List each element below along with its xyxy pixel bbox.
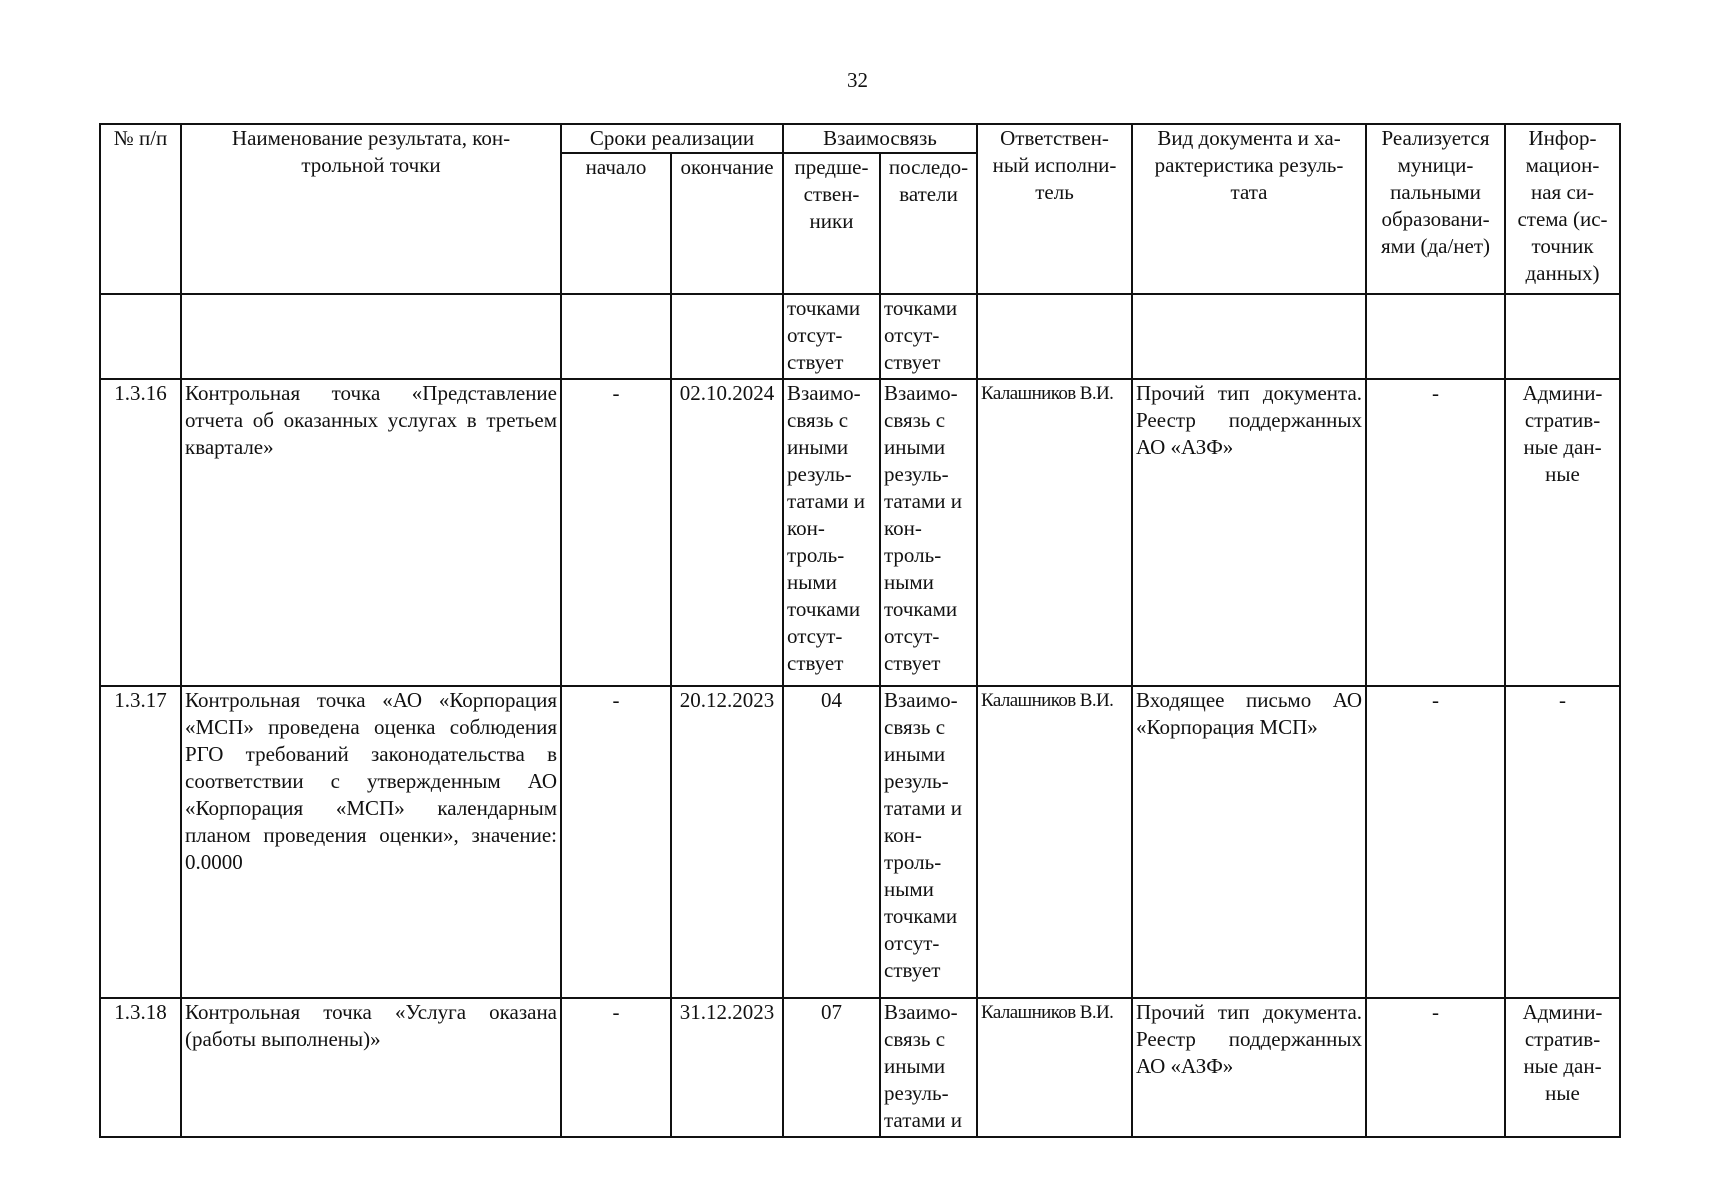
row-municipal: - bbox=[1366, 379, 1505, 686]
row-name bbox=[181, 294, 561, 379]
row-predecessors: 07 bbox=[783, 998, 880, 1137]
row-info: - bbox=[1505, 686, 1620, 998]
table-row bbox=[100, 998, 1620, 1137]
row-name: Контрольная точка «АО «Корпорация «МСП» проведена оценка соблюдения РГО требований законодательства в соответствии с утвержденным АО «Корпорация «МСП» календарным планом проведения оценки», значение: 0.0000 bbox=[181, 686, 561, 998]
row-successors: Взаимо- связь с иными резуль- татами и кон- троль- ными точками отсут- ствует bbox=[880, 379, 977, 686]
row-info bbox=[1505, 294, 1620, 379]
row-doc bbox=[1132, 294, 1366, 379]
row-name: Контрольная точка «Услуга оказана (работы выполнены)» bbox=[181, 998, 561, 1137]
row-executor: Калашников В.И. bbox=[977, 686, 1132, 998]
header-terms: Сроки реализации bbox=[561, 124, 783, 153]
row-municipal: - bbox=[1366, 998, 1505, 1137]
header-name: Наименование результата, кон- трольной точки bbox=[181, 124, 561, 294]
table-row bbox=[100, 379, 1620, 686]
row-start bbox=[561, 294, 671, 379]
header-municipal: Реализуется муници- пальными образовани- ями (да/нет) bbox=[1366, 124, 1505, 294]
row-info: Админи- стратив- ные дан- ные bbox=[1505, 379, 1620, 686]
header-link: Взаимосвязь bbox=[783, 124, 977, 153]
row-num: 1.3.17 bbox=[100, 686, 181, 998]
plan-table bbox=[99, 123, 1621, 1138]
row-predecessors: 04 bbox=[783, 686, 880, 998]
header-successors: последо- ватели bbox=[880, 153, 977, 294]
table-row bbox=[100, 686, 1620, 998]
row-doc: Прочий тип документа. Реестр поддержанных АО «АЗФ» bbox=[1132, 998, 1366, 1137]
row-end bbox=[671, 294, 783, 379]
row-start: - bbox=[561, 998, 671, 1137]
row-successors: Взаимо- связь с иными резуль- татами и кон- троль- ными точками отсут- ствует bbox=[880, 686, 977, 998]
row-executor: Калашников В.И. bbox=[977, 379, 1132, 686]
row-predecessors: Взаимо- связь с иными резуль- татами и кон- троль- ными точками отсут- ствует bbox=[783, 379, 880, 686]
table-row bbox=[100, 294, 1620, 379]
row-end: 02.10.2024 bbox=[671, 379, 783, 686]
header-num: № п/п bbox=[100, 124, 181, 294]
header-end: окончание bbox=[671, 153, 783, 294]
row-start: - bbox=[561, 379, 671, 686]
row-successors: точками отсут- ствует bbox=[880, 294, 977, 379]
row-municipal bbox=[1366, 294, 1505, 379]
header-info-system: Инфор- мацион- ная си- стема (ис- точник данных) bbox=[1505, 124, 1620, 294]
row-executor bbox=[977, 294, 1132, 379]
page-number: 32 bbox=[847, 68, 868, 92]
row-info: Админи- стратив- ные дан- ные bbox=[1505, 998, 1620, 1137]
row-start: - bbox=[561, 686, 671, 998]
row-num bbox=[100, 294, 181, 379]
row-num: 1.3.16 bbox=[100, 379, 181, 686]
row-successors: Взаимо- связь с иными резуль- татами и bbox=[880, 998, 977, 1137]
header-doc-type: Вид документа и ха- рактеристика резуль- тата bbox=[1132, 124, 1366, 294]
row-municipal: - bbox=[1366, 686, 1505, 998]
header-row bbox=[100, 124, 1620, 153]
row-end: 20.12.2023 bbox=[671, 686, 783, 998]
header-executor: Ответствен- ный исполни- тель bbox=[977, 124, 1132, 294]
header-start: начало bbox=[561, 153, 671, 294]
row-executor: Калашников В.И. bbox=[977, 998, 1132, 1137]
row-end: 31.12.2023 bbox=[671, 998, 783, 1137]
row-doc: Прочий тип документа. Реестр поддержанных АО «АЗФ» bbox=[1132, 379, 1366, 686]
row-predecessors: точками отсут- ствует bbox=[783, 294, 880, 379]
header-predecessors: предше- ствен- ники bbox=[783, 153, 880, 294]
row-num: 1.3.18 bbox=[100, 998, 181, 1137]
row-doc: Входящее письмо АО «Корпорация МСП» bbox=[1132, 686, 1366, 998]
row-name: Контрольная точка «Представление отчета об оказанных услугах в третьем квартале» bbox=[181, 379, 561, 686]
